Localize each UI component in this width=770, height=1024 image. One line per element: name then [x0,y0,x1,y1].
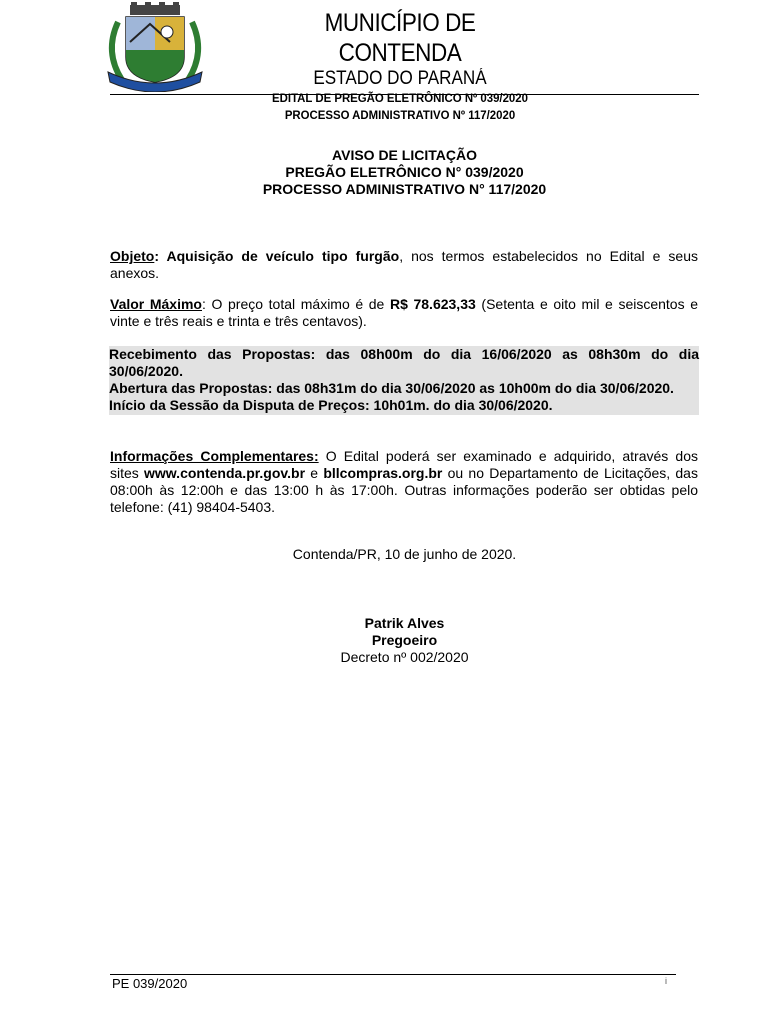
document-header [100,0,700,122]
dates-block [109,346,699,415]
info-text-1: O Edital poderá ser examinado e adquirido, através dos sites [110,448,698,481]
objeto-label: Objeto [110,248,155,264]
objeto-description: Aquisição de veículo tipo furgão [159,248,400,264]
municipality-name: MUNICÍPIO DE CONTENDA [324,9,476,67]
signer-decree: Decreto nº 002/2020 [340,649,469,665]
coat-of-arms-icon [100,2,210,92]
title-line-2: PREGÃO ELETRÔNICO N° 039/2020 [285,164,524,180]
footer-page-mark: i [665,976,667,986]
valor-text-1: : O preço total máximo é de [202,296,390,312]
header-text [250,8,550,124]
process-number: PROCESSO ADMINISTRATIVO Nº 117/2020 [284,108,516,122]
place-date: Contenda/PR, 10 de junho de 2020. [292,546,517,562]
header-divider [110,94,699,95]
site-link-bll[interactable]: bllcompras.org.br [323,465,443,481]
objeto-rest: , nos termos estabelecidos no Edital e seus anexos. [110,248,698,281]
title-line-3: PROCESSO ADMINISTRATIVO N° 117/2020 [262,181,547,197]
valor-amount: R$ 78.623,33 [389,296,476,312]
footer-doc-ref: PE 039/2020 [112,976,188,991]
inicio-line: Início da Sessão da Disputa de Preços: 10h01m. do dia 30/06/2020. [109,397,553,413]
valor-label: Valor Máximo [110,296,202,312]
objeto-paragraph [110,248,698,282]
site-link-contenda[interactable]: www.contenda.pr.gov.br [144,465,306,481]
valor-paragraph [110,296,698,330]
notice-title [110,147,699,198]
signature-block [110,615,699,666]
info-label: Informações Complementares: [110,448,319,464]
signer-name: Patrik Alves [364,615,445,631]
signer-role: Pregoeiro [371,632,438,648]
footer-divider [110,974,676,975]
title-line-1: AVISO DE LICITAÇÃO [332,147,477,163]
objeto-colon: : [154,248,160,264]
recebimento-line: Recebimento das Propostas: das 08h00m do dia 16/06/2020 as 08h30m do dia 30/06/2020. [109,346,699,379]
abertura-line: Abertura das Propostas: das 08h31m do dia 30/06/2020 as 10h00m do dia 30/06/2020. [109,380,674,396]
info-text-3: ou no Departamento de Licitações, das 08:00h às 12:00h e das 13:00 h às 17:00h. Outras informações poderão ser obtidas pelo telefone: (41) 98404-5403. [110,465,698,515]
info-text-2: e [305,465,324,481]
edital-number: EDITAL DE PREGÃO ELETRÔNICO Nº 039/2020 [272,91,528,105]
valor-text-2: (Setenta e oito mil e seiscentos e vinte e três reais e trinta e três centavos). [110,296,699,329]
state-name: ESTADO DO PARANÁ [313,68,487,89]
info-paragraph [110,448,698,516]
